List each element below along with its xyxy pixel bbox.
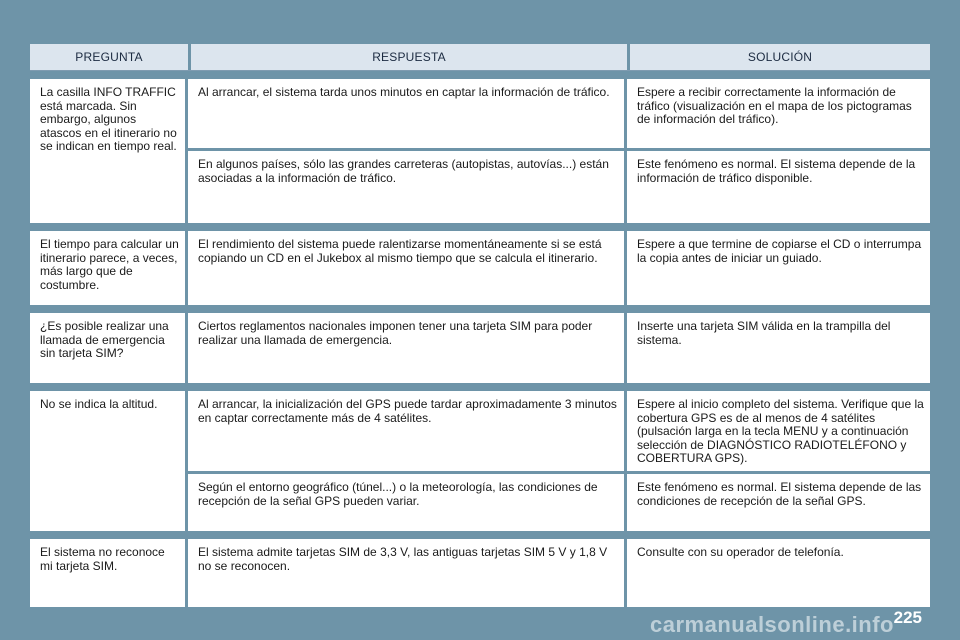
- header-pregunta: PREGUNTA: [30, 44, 191, 70]
- watermark: carmanualsonline.info: [650, 612, 894, 637]
- solution-cell: Espere a que termine de copiarse el CD o interrumpa la copia antes de iniciar un guiado.: [637, 237, 922, 265]
- question-cell: No se indica la altitud.: [30, 391, 188, 531]
- header-respuesta: RESPUESTA: [191, 44, 630, 70]
- solution-cell: Este fenómeno es normal. El sistema depende de las condiciones de recepción de la señal GPS.: [637, 480, 922, 508]
- question-cell: ¿Es posible realizar una llamada de emergencia sin tarjeta SIM?: [30, 313, 188, 383]
- answer-cell: Ciertos reglamentos nacionales imponen tener una tarjeta SIM para poder realizar una llamada de emergencia.: [188, 313, 627, 383]
- question-cell: El sistema no reconoce mi tarjeta SIM.: [30, 539, 188, 607]
- answer-cell: Al arrancar, la inicialización del GPS puede tardar aproximadamente 3 minutos en captar correctamente más de 4 satélites.: [188, 391, 627, 471]
- table-row-group: [30, 231, 930, 305]
- page-number: 225: [893, 608, 922, 627]
- solution-cell: Consulte con su operador de telefonía.: [637, 545, 844, 559]
- table-row-group: [30, 79, 930, 223]
- solution-cell: Espere a recibir correctamente la información de tráfico (visualización en el mapa de los pictogramas de información del tráfico).: [637, 85, 912, 127]
- solution-cell: Inserte una tarjeta SIM válida en la trampilla del sistema.: [637, 319, 891, 347]
- table-header: [30, 44, 930, 71]
- table-row-group: [30, 391, 930, 531]
- answer-cell: El sistema admite tarjetas SIM de 3,3 V, las antiguas tarjetas SIM 5 V y 1,8 V no se reconocen.: [188, 539, 627, 607]
- table-row-group: [30, 539, 930, 607]
- table-row-group: [30, 313, 930, 383]
- solution-cell: Este fenómeno es normal. El sistema depende de la información de tráfico disponible.: [637, 157, 916, 185]
- question-cell: El tiempo para calcular un itinerario parece, a veces, más largo que de costumbre.: [30, 231, 188, 305]
- answer-cell: Según el entorno geográfico (túnel...) o la meteorología, las condiciones de recepción de la señal GPS pueden variar.: [188, 474, 627, 531]
- solution-cell: Espere al inicio completo del sistema. Verifique que la cobertura GPS es de al menos de 4 satélites (pulsación larga en la tecla MENU y a continuación selección de DIAGNÓSTICO RADIOTELÉFONO y COBERTURA GPS).: [637, 397, 924, 466]
- header-solucion: SOLUCIÓN: [747, 50, 813, 64]
- faq-table: [30, 44, 930, 607]
- answer-cell: Al arrancar, el sistema tarda unos minutos en captar la información de tráfico.: [188, 79, 627, 148]
- answer-cell: El rendimiento del sistema puede ralentizarse momentáneamente si se está copiando un CD en el Jukebox al mismo tiempo que se calcula el itinerario.: [188, 231, 627, 305]
- answer-cell: En algunos países, sólo las grandes carreteras (autopistas, autovías...) están asociadas a la información de tráfico.: [188, 151, 627, 223]
- question-cell: La casilla INFO TRAFFIC está marcada. Sin embargo, algunos atascos en el itinerario no se indican en tiempo real.: [30, 79, 188, 223]
